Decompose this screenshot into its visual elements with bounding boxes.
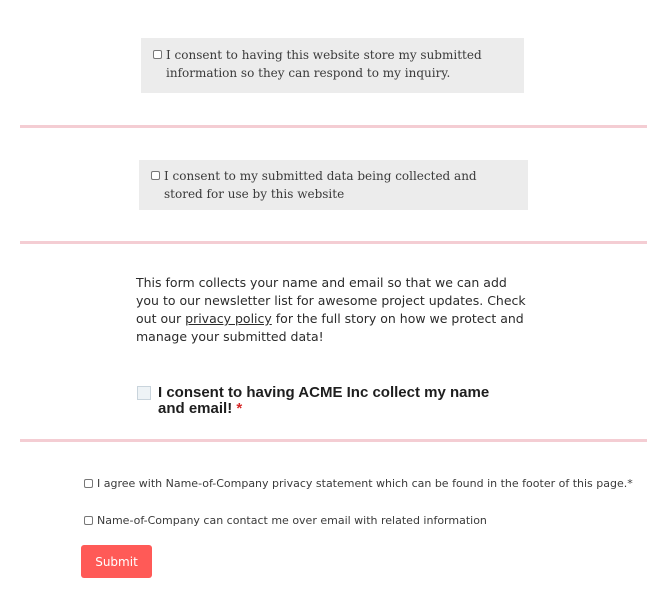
contact-consent-row xyxy=(84,514,487,527)
consent-box-data-collected xyxy=(139,160,528,210)
contact-consent-label: Name-of-Company can contact me over email with related information xyxy=(97,514,487,527)
newsletter-intro-paragraph xyxy=(136,274,531,346)
submit-button[interactable]: Submit xyxy=(81,545,152,578)
section-divider xyxy=(20,125,647,128)
consent-box-website-store xyxy=(141,38,524,93)
section-divider xyxy=(20,241,647,244)
consent-checkbox-data-collected[interactable] xyxy=(151,171,160,180)
privacy-statement-label: I agree with Name-of-Company privacy statement which can be found in the footer of this page.* xyxy=(97,477,633,490)
consent-label-website-store: I consent to having this website store my submitted information so they can respond to my inquiry. xyxy=(166,48,482,80)
intro-text-before-link: This form collects your name and email so that we can add you to our newsletter list for awesome project updates. Check out our xyxy=(136,275,526,326)
acme-consent-label xyxy=(158,385,517,417)
contact-consent-checkbox[interactable] xyxy=(84,516,93,525)
acme-consent-row xyxy=(137,385,517,417)
section-divider xyxy=(20,439,647,442)
consent-checkbox-website-store[interactable] xyxy=(153,50,162,59)
privacy-statement-checkbox[interactable] xyxy=(84,479,93,488)
privacy-policy-link[interactable]: privacy policy xyxy=(185,311,272,326)
consent-label-data-collected: I consent to my submitted data being collected and stored for use by this website xyxy=(164,169,477,201)
acme-consent-text: I consent to having ACME Inc collect my name and email! xyxy=(158,384,490,417)
privacy-statement-row xyxy=(84,477,633,490)
required-marker: * xyxy=(236,400,243,417)
acme-consent-checkbox[interactable] xyxy=(137,386,151,400)
intro-text-after-link: for the full story on how we protect and manage your submitted data! xyxy=(136,311,524,344)
